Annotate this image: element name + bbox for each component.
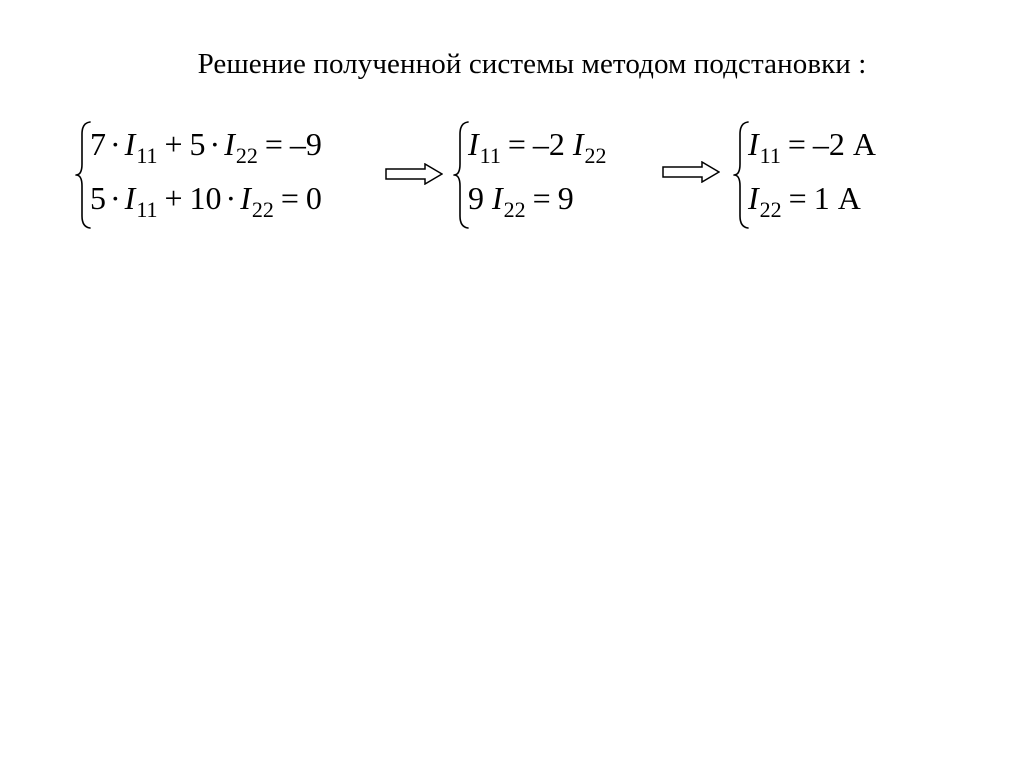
coefficient: 10 <box>189 180 222 216</box>
plus-sign: + <box>164 126 183 162</box>
multiply-dot: · <box>225 180 237 216</box>
coefficient: 5 <box>90 180 106 216</box>
right-hand-side: 9 <box>557 180 574 216</box>
variable: I <box>468 126 479 162</box>
equation-1 <box>468 126 607 166</box>
subscript: 22 <box>251 197 274 222</box>
equation-2 <box>90 180 322 220</box>
right-hand-side: –9 <box>289 126 322 162</box>
coefficient: 5 <box>189 126 206 162</box>
equals-sign: = <box>788 180 807 216</box>
equals-sign: = <box>280 180 299 216</box>
plus-sign: + <box>164 180 183 216</box>
coefficient: 7 <box>90 126 106 162</box>
equation-system-original <box>74 120 374 230</box>
variable: I <box>240 180 251 216</box>
subscript: 11 <box>136 197 158 222</box>
equation-1 <box>748 126 876 166</box>
multiply-dot: · <box>110 180 121 216</box>
subscript: 22 <box>584 143 607 168</box>
slide-title: Решение полученной системы методом подстановки : <box>197 48 867 80</box>
unit: A <box>837 180 861 216</box>
subscript: 22 <box>759 197 782 222</box>
subscript: 11 <box>136 143 158 168</box>
multiply-dot: · <box>110 126 121 162</box>
variable: I <box>492 180 503 216</box>
subscript: 11 <box>759 143 781 168</box>
unit: A <box>852 126 876 162</box>
subscript: 11 <box>479 143 501 168</box>
equation-2 <box>468 180 574 220</box>
equals-sign: = <box>507 126 526 162</box>
variable: I <box>124 180 136 216</box>
implies-arrow-icon <box>662 161 720 183</box>
subscript: 22 <box>235 143 258 168</box>
equals-sign: = <box>264 126 283 162</box>
variable: I <box>224 126 235 162</box>
right-hand-side: 1 <box>813 180 830 216</box>
right-hand-side: 0 <box>305 180 322 216</box>
equation-2 <box>748 180 861 220</box>
variable: I <box>572 126 584 162</box>
multiply-dot: · <box>209 126 221 162</box>
subscript: 22 <box>503 197 526 222</box>
equals-sign: = <box>787 126 806 162</box>
variable: I <box>748 126 759 162</box>
variable: I <box>748 180 759 216</box>
coefficient: 9 <box>468 180 484 216</box>
right-hand-side: –2 <box>812 126 845 162</box>
equation-system-solution <box>732 120 932 230</box>
equals-sign: = <box>532 180 551 216</box>
equation-system-substituted <box>452 120 652 230</box>
coefficient: –2 <box>532 126 565 162</box>
implies-arrow-icon <box>385 163 443 185</box>
equation-1 <box>90 126 322 166</box>
variable: I <box>124 126 136 162</box>
